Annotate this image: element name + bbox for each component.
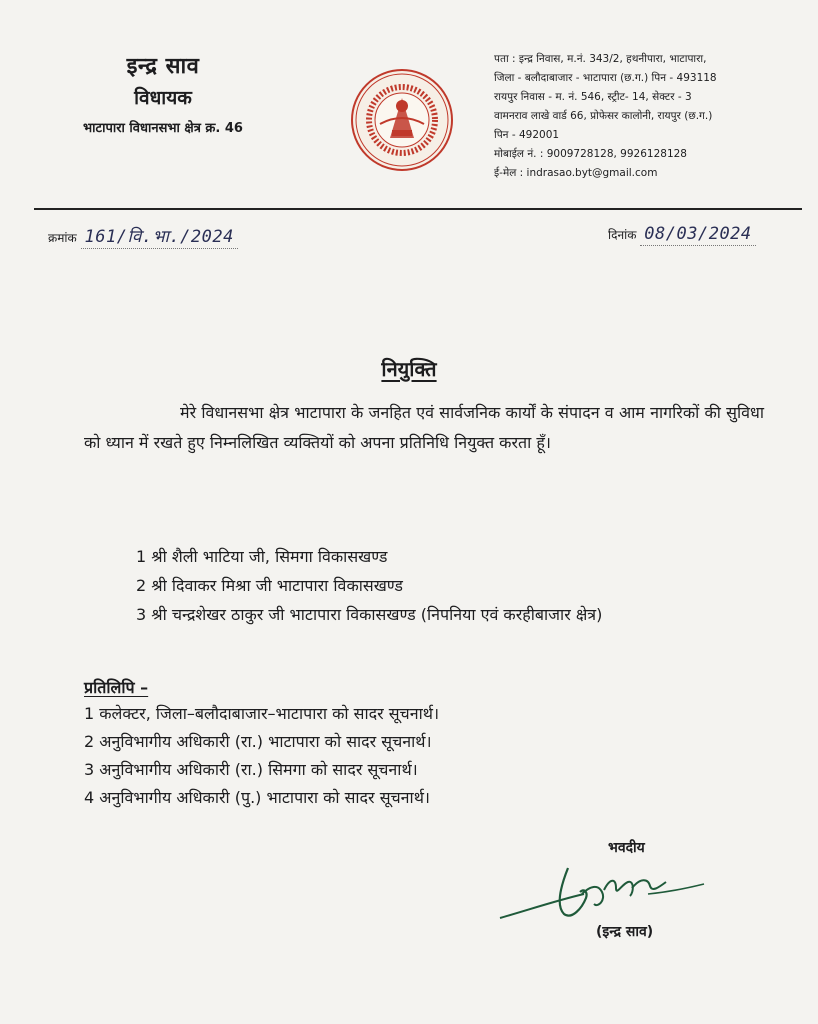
- email-line: ई-मेल : indrasao.byt@gmail.com: [494, 167, 658, 179]
- list-item: 2 श्री दिवाकर मिश्रा जी भाटापारा विकासखण्ड: [136, 576, 403, 595]
- letterhead-left: [48, 50, 278, 136]
- copy-heading: प्रतिलिपि –: [84, 678, 149, 697]
- address-line: पिन - 492001: [494, 129, 560, 141]
- mobile-line: मोबाईल नं. : 9009728128, 9926128128: [494, 148, 687, 160]
- list-item: 3 श्री चन्द्रशेखर ठाकुर जी भाटापारा विकासखण्ड (निपनिया एवं करहीबाजार क्षेत्र): [136, 605, 603, 624]
- signatory-name: (इन्द्र साव): [596, 924, 654, 940]
- assembly-seal-icon: [350, 68, 454, 172]
- letter-title: [0, 355, 818, 382]
- list-item: 4 अनुविभागीय अधिकारी (पु.) भाटापारा को सादर सूचनार्थ।: [84, 788, 430, 807]
- closing-word: भवदीय: [608, 840, 645, 856]
- copy-list: [84, 700, 439, 812]
- letter-title-text: नियुक्ति: [381, 357, 437, 381]
- sender-role: विधायक: [134, 87, 192, 109]
- address-line: जिला - बलौदाबाजार - भाटापारा (छ.ग.) पिन - 493118: [494, 72, 717, 84]
- header-divider: [34, 208, 802, 210]
- reference-number: [48, 224, 238, 247]
- address-line: रायपुर निवास - म. नं. 546, स्ट्रीट- 14, सेक्टर - 3: [494, 91, 692, 103]
- reference-value: 161/वि.भा./2024: [81, 227, 238, 249]
- letterhead-address: [494, 50, 794, 183]
- date-label: दिनांक: [608, 228, 637, 242]
- sender-name: इन्द्र साव: [126, 54, 200, 79]
- list-item: 1 श्री शैली भाटिया जी, सिमगा विकासखण्ड: [136, 547, 388, 566]
- sender-constituency: भाटापारा विधानसभा क्षेत्र क्र. 46: [83, 121, 243, 136]
- reference-label: क्रमांक: [48, 231, 77, 245]
- list-item: 1 कलेक्टर, जिला–बलौदाबाजार–भाटापारा को सादर सूचनार्थ।: [84, 704, 440, 723]
- address-line: वामनराव लाखे वार्ड 66, प्रोफेसर कालोनी, रायपुर (छ.ग.): [494, 110, 713, 122]
- list-item: 2 अनुविभागीय अधिकारी (रा.) भाटापारा को सादर सूचनार्थ।: [84, 732, 432, 751]
- list-item: 3 अनुविभागीय अधिकारी (रा.) सिमगा को सादर सूचनार्थ।: [84, 760, 418, 779]
- date-value: 08/03/2024: [640, 224, 755, 246]
- address-line: पता : इन्द्र निवास, म.नं. 343/2, हथनीपारा, भाटापारा,: [494, 53, 707, 65]
- body-paragraph: मेरे विधानसभा क्षेत्र भाटापारा के जनहित एवं सार्वजनिक कार्यों के संपादन व आम नागरिकों की सुविधा को ध्यान में रखते हुए निम्नलिखित व्यक्तियों को अपना प्रतिनिधि नियुक्त करता हूँ।: [84, 403, 764, 452]
- reference-date: [608, 224, 756, 244]
- appointee-list: [136, 542, 602, 629]
